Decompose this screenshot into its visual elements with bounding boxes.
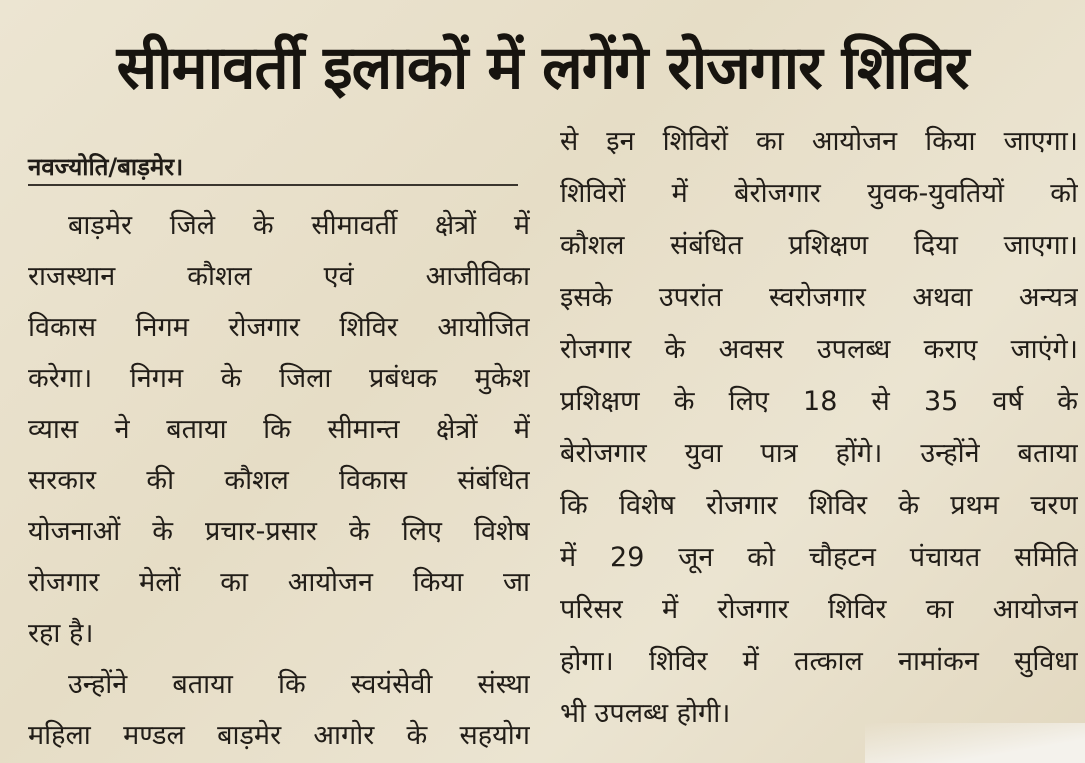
body-line: रहा है। [28,618,94,649]
dateline: नवज्योति/बाड़मेर। [28,150,518,186]
body-line: भी उपलब्ध होगी। [560,698,731,729]
headline: सीमावर्ती इलाकों में लगेंगे रोजगार शिविर [116,33,969,103]
body-line: इसके उपरांत स्वरोजगार अथवा अन्यत्र [560,282,1078,313]
body-line: में 29 जून को चौहटन पंचायत समिति [560,542,1078,573]
body-line: योजनाओं के प्रचार-प्रसार के लिए विशेष [28,516,530,547]
body-line: प्रशिक्षण के लिए 18 से 35 वर्ष के [560,386,1078,417]
body-line: रोजगार के अवसर उपलब्ध कराए जाएंगे। [560,334,1078,365]
body-line: करेगा। निगम के जिला प्रबंधक मुकेश [28,363,530,394]
body-line: शिविरों में बेरोजगार युवक-युवतियों को [560,178,1078,209]
body-line: महिला मण्डल बाड़मेर आगोर के सहयोग [28,720,530,751]
body-line: कौशल संबंधित प्रशिक्षण दिया जाएगा। [560,230,1078,261]
body-line: रोजगार मेलों का आयोजन किया जा [28,567,530,598]
body-line: विकास निगम रोजगार शिविर आयोजित [28,312,530,343]
body-line: राजस्थान कौशल एवं आजीविका [28,261,530,292]
body-line: होगा। शिविर में तत्काल नामांकन सुविधा [560,646,1078,677]
body-line: बेरोजगार युवा पात्र होंगे। उन्होंने बताया [560,438,1078,469]
body-line: व्यास ने बताया कि सीमान्त क्षेत्रों में [28,414,530,445]
body-line: सरकार की कौशल विकास संबंधित [28,465,530,496]
body-line: उन्होंने बताया कि स्वयंसेवी संस्था [68,669,530,700]
body-line: से इन शिविरों का आयोजन किया जाएगा। [560,126,1078,157]
body-line: बाड़मेर जिले के सीमावर्ती क्षेत्रों में [68,210,530,241]
right-column [560,116,1078,740]
paper-fold-corner [865,723,1085,763]
body-line: परिसर में रोजगार शिविर का आयोजन [560,594,1078,625]
body-line: कि विशेष रोजगार शिविर के प्रथम चरण [560,490,1078,521]
left-column [28,150,530,761]
